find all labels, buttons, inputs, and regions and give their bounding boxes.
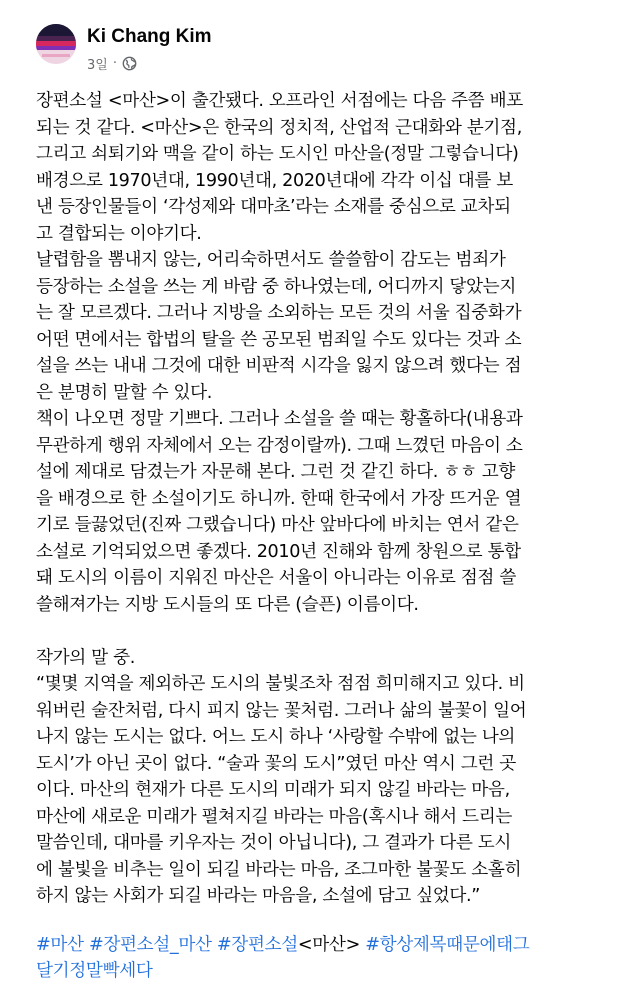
- quote-intro: 작가의 말 중.: [36, 647, 135, 668]
- text-line: 고 결합되는 이야기다.: [36, 223, 202, 244]
- text-line: 등장하는 소설을 쓰는 게 바람 중 하나였는데, 어디까지 닿았는지: [36, 276, 516, 297]
- quote-line: 하지 않는 사회가 되길 바라는 마음을, 소설에 담고 싶었다.”: [36, 886, 481, 906]
- text-line: 는 잘 모르겠다. 그러나 지방을 소외하는 모든 것의 서울 집중화가: [36, 303, 522, 323]
- post-header: [36, 24, 212, 73]
- post-timestamp[interactable]: 3일: [87, 58, 108, 73]
- post-paragraph: [36, 247, 608, 406]
- globe-icon[interactable]: [122, 56, 137, 71]
- text-line: 을 배경으로 한 소설이기도 하니까. 한때 한국에서 가장 뜨거운 열: [36, 488, 522, 509]
- author-name[interactable]: Ki Chang Kim: [87, 26, 212, 47]
- meta-separator: ·: [112, 56, 117, 71]
- quote-line: 나지 않는 도시는 없다. 어느 도시 하나 ‘사랑할 수밖에 없는 나의: [36, 727, 516, 747]
- post-meta: [87, 54, 212, 73]
- post-body: [36, 88, 608, 985]
- text-line: 설에 제대로 담겼는가 자문해 본다. 그런 것 같긴 하다. ㅎㅎ 고향: [36, 462, 516, 482]
- hashtag-link[interactable]: #장편소설: [216, 934, 298, 955]
- quote-line: 이다. 마산의 현재가 다른 도시의 미래가 되지 않길 바라는 마음,: [36, 780, 510, 800]
- text-line: 어떤 면에서는 합법의 탈을 쓴 공모된 범죄일 수도 있다는 것과 소: [36, 329, 522, 350]
- text-line: 장편소설 <마산>이 출간됐다. 오프라인 서점에는 다음 주쯤 배포: [36, 91, 523, 111]
- text-line: 설을 쓰는 내내 그것에 대한 비판적 시각을 잃지 않으려 했다는 점: [36, 356, 522, 376]
- text-line: 기로 들끓었던(진짜 그랬습니다) 마산 앞바다에 바치는 연서 같은: [36, 515, 519, 535]
- hashtag-block: [36, 932, 608, 985]
- text-line: 배경으로 1970년대, 1990년대, 2020년대에 각각 이십 대를 보: [36, 170, 513, 191]
- hashtag-link[interactable]: #장편소설_마산: [88, 934, 212, 955]
- text-line: 무관하게 행위 자체에서 오는 감정이랄까). 그때 느꼈던 마음이 소: [36, 435, 523, 456]
- author-quote: [36, 645, 608, 910]
- quote-line: 마산에 새로운 미래가 펼쳐지길 바라는 마음(혹시나 해서 드리는: [36, 806, 512, 827]
- text-line: 소설로 기억되었으면 좋겠다. 2010년 진해와 함께 창원으로 통합: [36, 541, 521, 562]
- quote-line: 말씀인데, 대마를 키우자는 것이 아닙니다), 그 결과가 다른 도시: [36, 833, 512, 853]
- text-line: 날렵함을 뽐내지 않는, 어리숙하면서도 쓸쓸함이 감도는 범죄가: [36, 250, 506, 270]
- quote-line: 에 불빛을 비추는 일이 되길 바라는 마음, 조그마한 불꽃도 소홀히: [36, 859, 522, 880]
- text-line: 되는 것 같다. <마산>은 한국의 정치적, 산업적 근대화와 분기점,: [36, 117, 522, 138]
- text-line: 쓸해져가는 지방 도시들의 또 다른 (슬픈) 이름이다.: [36, 594, 419, 615]
- text-line: 돼 도시의 이름이 지워진 마산은 서울이 아니라는 이유로 점점 쓸: [36, 568, 516, 588]
- text-line: 그리고 쇠퇴기와 맥을 같이 하는 도시인 마산을(정말 그렇습니다): [36, 144, 519, 164]
- hashtag-link-continued[interactable]: 달기정말빡세다: [36, 961, 153, 981]
- text-line: 책이 나오면 정말 기쁘다. 그러나 소설을 쓸 때는 황홀하다(내용과: [36, 409, 523, 429]
- post-paragraph: [36, 88, 608, 247]
- text-line: 은 분명히 말할 수 있다.: [36, 382, 213, 403]
- hashtag-suffix-text: <마산>: [297, 934, 360, 955]
- quote-line: “몇몇 지역을 제외하곤 도시의 불빛조차 점점 희미해지고 있다. 비: [36, 674, 525, 694]
- post-paragraph: [36, 406, 608, 618]
- quote-line: 워버린 술잔처럼, 다시 피지 않는 꽃처럼. 그러나 삶의 불꽃이 일어: [36, 700, 527, 721]
- paragraph-spacer: [36, 618, 608, 645]
- text-line: 낸 등장인물들이 ‘각성제와 대마초’라는 소재를 중심으로 교차되: [36, 197, 511, 217]
- avatar[interactable]: [36, 24, 76, 64]
- hashtag-link[interactable]: #마산: [36, 934, 84, 955]
- quote-line: 도시’가 아닌 곳이 없다. “술과 꽃의 도시”였던 마산 역시 그런 곳: [36, 753, 516, 774]
- hashtag-link[interactable]: #항상제목때문에태그: [365, 934, 530, 955]
